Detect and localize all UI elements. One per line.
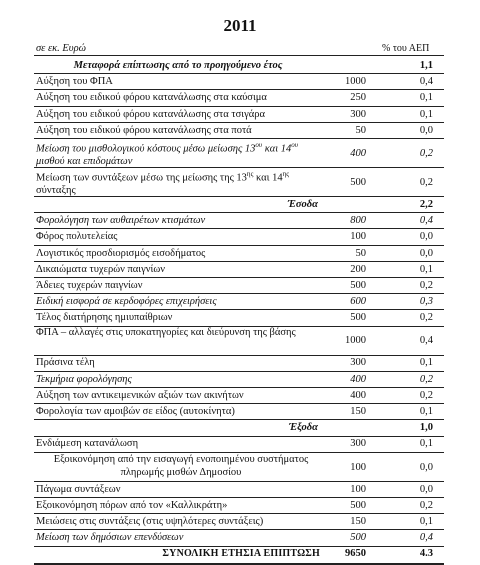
row-label: Μειώσεις στις συντάξεις (στις υψηλότερες συντάξεις) (36, 515, 264, 527)
row-label: Φόρος πολυτελείας (36, 231, 118, 243)
row-label: Ενδιάμεση κατανάλωση (36, 438, 139, 450)
row-label: Μείωση των δημόσιων επενδύσεων (36, 532, 184, 544)
row-pct: 0,2 (419, 279, 433, 291)
row-label: Πάγωμα συντάξεων (36, 483, 121, 495)
row-pct: 0,2 (419, 147, 433, 159)
table-row (0, 245, 480, 261)
row-pct: 0,1 (419, 406, 433, 417)
row-pct: 0,1 (419, 108, 433, 120)
table-row (0, 277, 480, 293)
row-rule (34, 212, 444, 213)
row-label: Πράσινα τέλη (36, 357, 95, 369)
row-amount: 300 (350, 438, 366, 450)
row-rule (34, 452, 444, 453)
row-rule (34, 89, 444, 90)
row-pct: 0,0 (419, 461, 433, 473)
row-label: Φορολόγηση των αυθαιρέτων κτισμάτων (36, 215, 206, 227)
total-row (0, 545, 480, 562)
row-pct: 0,4 (419, 76, 433, 88)
row-label: ΣΥΝΟΛΙΚΗ ΕΤΗΣΙΑ ΕΠΙΠΤΩΣΗ (162, 548, 320, 560)
row-amount: 50 (355, 247, 366, 259)
row-label: Τεκμήρια φορολόγησης (36, 373, 132, 385)
row-amount: 400 (350, 389, 366, 401)
row-pct: 0,0 (419, 483, 433, 495)
row-amount: 300 (350, 108, 366, 120)
table-row (0, 212, 480, 228)
table-row (0, 435, 480, 451)
row-amount: 300 (350, 357, 366, 369)
row-pct: 0,1 (419, 357, 433, 369)
table-row (0, 371, 480, 387)
row-label: Αύξηση του ειδικού φόρου κατανάλωσης στα καύσιμα (36, 92, 267, 104)
row-amount: 400 (350, 147, 366, 159)
row-rule (34, 387, 444, 388)
table-row (0, 309, 480, 325)
row-pct: 1,1 (419, 60, 433, 71)
row-label: Άδειες τυχερών παιγνίων (36, 279, 143, 291)
row-rule (34, 106, 444, 107)
table-row (0, 106, 480, 122)
row-pct: 0,4 (419, 215, 433, 227)
row-rule (34, 497, 444, 498)
row-amount: 500 (350, 176, 366, 188)
row-rule (34, 167, 444, 168)
row-rule (34, 546, 444, 547)
pct-column-header: % του ΑΕΠ (382, 43, 430, 54)
row-pct: 0,2 (419, 373, 433, 385)
header-rule (34, 55, 444, 56)
row-label: Εξοικονόμηση πόρων από τον «Καλλικράτη» (36, 499, 228, 511)
row-amount: 600 (350, 296, 366, 308)
row-rule (34, 513, 444, 514)
section-heading-row (0, 419, 480, 435)
row-label: Έξοδα (288, 422, 318, 434)
row-rule (34, 371, 444, 372)
row-label: Αύξηση του ειδικού φόρου κατανάλωσης στα ποτά (36, 124, 252, 136)
row-pct: 0,0 (419, 247, 433, 259)
table-row (0, 529, 480, 545)
row-label: Έσοδα (287, 198, 318, 210)
row-rule (34, 403, 444, 404)
table-row (0, 228, 480, 244)
unit-label: σε εκ. Ευρώ (36, 43, 86, 54)
row-label: Δικαιώματα τυχερών παιγνίων (36, 263, 165, 275)
row-rule (34, 309, 444, 310)
row-amount: 100 (350, 483, 366, 495)
row-pct: 0,2 (419, 389, 433, 401)
row-pct: 0,1 (419, 92, 433, 104)
table-row (0, 497, 480, 513)
row-amount: 150 (350, 515, 366, 527)
row-amount: 100 (350, 231, 366, 243)
row-rule (34, 436, 444, 437)
row-label: Φορολογία των αμοιβών σε είδος (αυτοκίνητα) (36, 406, 235, 417)
row-rule (34, 355, 444, 356)
row-rule (34, 196, 444, 197)
row-label: Εξοικονόμηση από την εισαγωγή ενοποιημένου συστήματος πληρωμής μισθών Δημοσίου (53, 453, 309, 478)
row-rule (34, 73, 444, 74)
table-row (0, 89, 480, 105)
row-rule (34, 277, 444, 278)
row-amount: 9650 (345, 548, 366, 560)
total-rule (34, 563, 444, 565)
table-row (0, 481, 480, 497)
row-amount: 500 (350, 499, 366, 511)
row-label: Μείωση του μισθολογικού κόστους μέσω μείωσης $13^{o\upsilon}$ και $14^{o\upsilon}$ μισθού και επιδομάτων (36, 140, 299, 168)
table-row (0, 354, 480, 370)
row-amount: 500 (350, 312, 366, 324)
row-rule (34, 122, 444, 123)
row-label: Αύξηση των αντικειμενικών αξιών των ακινήτων (36, 389, 244, 401)
row-amount: 400 (350, 373, 366, 385)
row-amount: 1000 (345, 335, 366, 347)
row-rule (34, 529, 444, 530)
table-row (0, 261, 480, 277)
row-pct: 0,1 (419, 263, 433, 275)
table-row (0, 138, 480, 167)
row-rule (34, 245, 444, 246)
row-rule (34, 419, 444, 420)
row-label: Μεταφορά επίπτωσης από το προηγούμενο έτος (73, 60, 283, 71)
row-pct: 0,1 (419, 515, 433, 527)
table-row (0, 293, 480, 309)
row-amount: 500 (350, 279, 366, 291)
row-rule (34, 326, 444, 327)
row-rule (34, 138, 444, 139)
row-amount: 150 (350, 406, 366, 417)
row-label: Μείωση των συντάξεων μέσω της μείωσης της $13^{\eta\varsigma}$ και $14^{\eta\varsigma}$ σύνταξης (36, 169, 290, 197)
row-pct: 0,2 (419, 312, 433, 324)
row-amount: 50 (355, 124, 366, 136)
row-amount: 250 (350, 92, 366, 104)
table-row (0, 122, 480, 138)
row-rule (34, 481, 444, 482)
row-label: Αύξηση του ειδικού φόρου κατανάλωσης στα τσιγάρα (36, 108, 265, 120)
row-pct: 2,2 (419, 198, 433, 210)
row-pct: 0,0 (419, 231, 433, 243)
row-rule (34, 228, 444, 229)
table-row (0, 325, 480, 354)
row-amount: 800 (350, 215, 366, 227)
table-row (0, 513, 480, 529)
row-amount: 500 (350, 532, 366, 544)
row-pct: 0,3 (419, 296, 433, 308)
row-label: Τέλος διατήρησης ημιυπαίθριων (36, 312, 173, 324)
row-pct: 4.3 (419, 548, 433, 560)
row-label: ΦΠΑ – αλλαγές στις υποκατηγορίες και διεύρυνση της βάσης (36, 327, 296, 339)
row-rule (34, 261, 444, 262)
row-label: Αύξηση του ΦΠΑ (36, 76, 113, 88)
row-pct: 0,0 (419, 124, 433, 136)
row-rule (34, 293, 444, 294)
table-row (0, 452, 480, 481)
row-pct: 0,1 (419, 438, 433, 450)
row-pct: 0,2 (419, 499, 433, 511)
row-amount: 1000 (345, 76, 366, 88)
section-heading-row (0, 196, 480, 212)
table-row (0, 387, 480, 403)
document-title: 2011 (223, 16, 257, 35)
row-pct: 0,4 (419, 335, 433, 347)
row-pct: 1,0 (419, 422, 433, 434)
row-label: Λογιστικός προσδιορισμός εισοδήματος (36, 247, 206, 259)
row-amount: 100 (350, 461, 366, 473)
section-heading-row (0, 57, 480, 73)
table-row (0, 73, 480, 89)
row-pct: 0,4 (419, 532, 433, 544)
row-amount: 200 (350, 263, 366, 275)
table-row (0, 403, 480, 419)
table-row (0, 167, 480, 196)
row-label: Ειδική εισφορά σε κερδοφόρες επιχειρήσεις (36, 296, 217, 308)
row-pct: 0,2 (419, 176, 433, 188)
